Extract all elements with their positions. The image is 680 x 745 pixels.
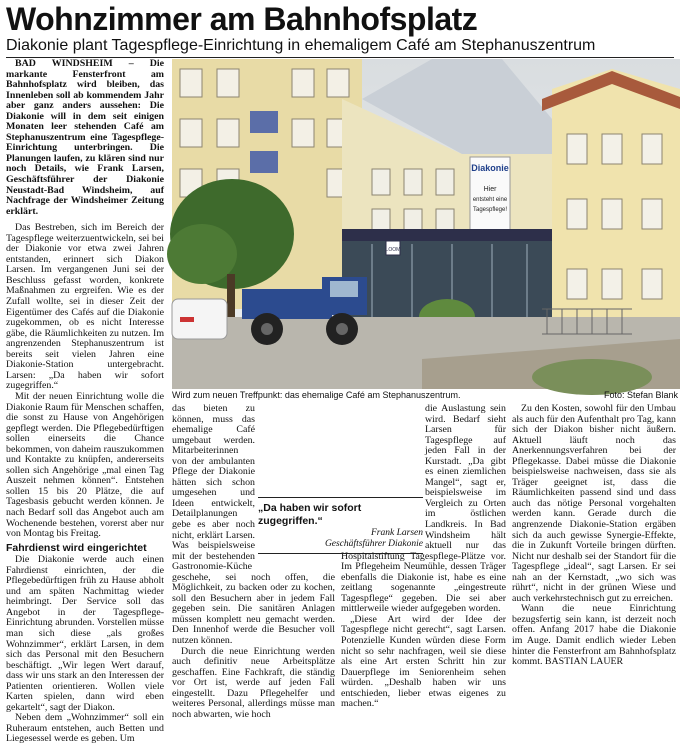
- banner-line: Hier: [483, 186, 497, 193]
- article-paragraph: Neben dem „Wohnzimmer“ soll ein Ruheraum entstehen, auch Betten und Liegesessel werde es geben. Um: [6, 712, 164, 745]
- article-paragraph: Mit der neuen Einrichtung wolle die Diakonie Raum für Menschen schaffen, die sonst zu Hause von Angehörigen gepflegt werden. Die Pflegebedürftigen sollen einerseits die Chance bekommen, von daheim rauszukommen und Kontakte zu knüpfen, andererseits sollen sich Angehörige „mal einen Tag Auszeit nehmen können“. Entstehen sollen 15 bis 20 Plätze, die auf Tagesbasis gebucht werden können. Je nach Bedarf soll das Angebot auch am Wochenende bestehen, vorerst aber nur von Montag bis Freitag.: [6, 390, 164, 540]
- photo-caption-row: [172, 390, 680, 401]
- article-column-4: [512, 403, 676, 668]
- article-paragraph: die Auslastung sein wird. Bedarf sieht Larsen für Tagespflege auf jeden Fall in der Kurstadt. „Da gibt es einen ziemlichen Mangel“, sagt er, beispielsweise im Vergleich zu Orten im östlichen Landkreis. In Bad Windsheim hält aktuell nur das Hospitalstiftung Tagespflege-Plätze vor. Im Pflegeheim Neumühle, dessen Träger ebenfalls die Diakonie ist, habe es eine zeitlang sogenannte „eingestreute Tagespflege“ gegeben. Die sei aber mittlerweile wieder aufgegeben worden.: [341, 403, 506, 615]
- pull-quote-text: „Da haben wir sofort zugegriffen.“: [258, 497, 423, 528]
- headline: Wohnzimmer am Bahnhofsplatz: [6, 1, 478, 37]
- article-photo: [172, 59, 680, 389]
- building-photo-graphic: [172, 59, 680, 389]
- pull-quote-name: Frank Larsen: [371, 528, 423, 538]
- article-paragraph: Wann die neue Einrichtung bezugsfertig sein kann, ist derzeit noch offen. Anfang 2017 habe die Diakonie im Auge. Damit endlich wieder Leben hinter die Fensterfront am Bahnhofsplatz kommt. BASTIAN LAUER: [512, 603, 676, 668]
- pull-quote: [258, 497, 423, 554]
- article-lead: BAD WINDSHEIM – Die markante Fensterfront am Bahnhofsplatz wird bleiben, das Innenleben soll ab kommendem Jahr aber ganz anders aussehen: Die Diakonie will in dem seit einigen Monaten leer stehenden Café am Stephanuszentrum eine Tagespflege-Einrichtung unterbringen. Die Planungen laufen, zu klären sind nur noch Details, wie Frank Larsen, Geschäftsführer der Diakonie Neustadt-Bad Windsheim, auf Nachfrage der Windsheimer Zeitung erklärt.: [6, 58, 164, 217]
- article-paragraph: „Diese Art wird der Idee der Tagespflege nicht gerecht“, sagt Larsen. Potenzielle Kunden würden diese Form nicht so sehr nachfragen, weil sie diese als eine Art ersten Schritt hin zur Dauerpflege im Seniorenheim sehen würden. „Deshalb haben wir uns entschieden, lieber etwas eigenes zu machen.“: [341, 613, 506, 710]
- article-column-1: [6, 58, 164, 745]
- article-paragraph: Die Diakonie werde auch einen Fahrdienst einrichten, der die Pflegebedürftigen früh zu Hause abholt und am späten Nachmittag wieder heimbringt. Der Service soll das Angebot in der Tagespflege-Einrichtung abrunden. Vorstellen müsse man sich diese „als großes Wohnzimmer“, erklärt Larsen, in dem sich das Personal mit den Besuchern beschäftigt. „Wir legen Wert darauf, dass wir uns stark an den Interessen der Patienten orientieren. Wollen viele Karten spielen, dann wird eben gekartelt“, sagt der Diakon.: [6, 554, 164, 713]
- article-paragraph: Durch die neue Einrichtung werden auch definitiv neue Arbeitsplätze geschaffen. Eine Fachkraft, die ständig vor Ort ist, werde auf jeden Fall eingestellt. Dazu Pflegehelfer und weiteres Personal, allerdings müsse man noch abwarten, wie hoch: [172, 645, 335, 720]
- banner-line: Tagespflege!: [472, 207, 508, 213]
- subheadline: Diakonie plant Tagespflege-Einrichtung in ehemaligem Café am Stephanuszentrum: [6, 37, 596, 54]
- article-paragraph: das bieten zu können, muss das ehemalige Café umgebaut werden. Mitarbeiterinnen von der ambulanten Pflege der Diakonie hätten sich schon umgesehen und Ideen entwickelt, Detailplanungen gebe es aber noch nicht, erklärt Larsen. Was beispielsweise mit der bestehenden Gastronomie-Küche geschehe, sei noch offen, die Möglichkeit, zu backen oder zu kochen, soll den Besuchern aber in jedem Fall gegeben sein. Die sanitären Anlagen müssen komplett neu gemacht werden. Den Innenhof werde die Besucher voll nutzen können.: [172, 403, 335, 647]
- section-subheading: Fahrdienst wird eingerichtet: [6, 541, 147, 554]
- article-paragraph: Das Bestreben, sich im Bereich der Tagespflege weiterzuentwickeln, sei bei der Diakonie vor etwa zwei Jahren entstanden, erinnert sich Diakon Larsen. Im vergangenen Juni sei der Beschluss gefasst worden, konkrete Maßnahmen zu ergreifen. Wie es der Zufall wollte, sei in dieser Zeit der Eigentümer des Cafés auf die Diakonie zugekommen, ob es nicht Interesse gäbe, die Räumlichkeiten zu nutzen. Im angrenzenden Stephanuszentrum ist bereits seit vielen Jahren eine Diakonie-Station untergebracht. Larsen: „Da haben wir sofort zugegriffen.“: [6, 222, 164, 392]
- banner-line: entsteht eine: [472, 197, 508, 203]
- photo-caption: Wird zum neuen Treffpunkt: das ehemalige Café am Stephanuszentrum.: [172, 390, 461, 400]
- banner-title: Diakonie: [471, 163, 509, 173]
- article-paragraph: Zu den Kosten, sowohl für den Umbau als auch für den Aufenthalt pro Tag, kann sich der Diakon bisher nicht äußern. Aktuell läuft noch das Anerkennungsverfahren bei der Pflegekasse. Dabei müsse die Diakonie beispielsweise nachweisen, dass sie als Träger geeignet ist, dass die Räumlichkeiten passend sind und dass auch das nötige Personal vorgehalten werden kann. Gerade durch die angrenzende Diakonie-Station ergäben sich da auch gewisse Synergie-Effekte, die in Zukunft Vorteile bringen dürften. Nicht nur deshalb sei der Standort für die Tagespflege „ideal“, sagt Larsen. Er sei nah an der Kernstadt, „wo sich was rührt“, nicht in der grünen Wiese und auch verkehrstechnisch gut zu erreichen.: [512, 403, 676, 604]
- cafe-sign: LOOM: [385, 247, 401, 253]
- pull-quote-source: [258, 528, 423, 554]
- pull-quote-role: Geschäftsführer Diakonie: [324, 539, 423, 549]
- photo-credit: Foto: Stefan Blank: [603, 390, 678, 400]
